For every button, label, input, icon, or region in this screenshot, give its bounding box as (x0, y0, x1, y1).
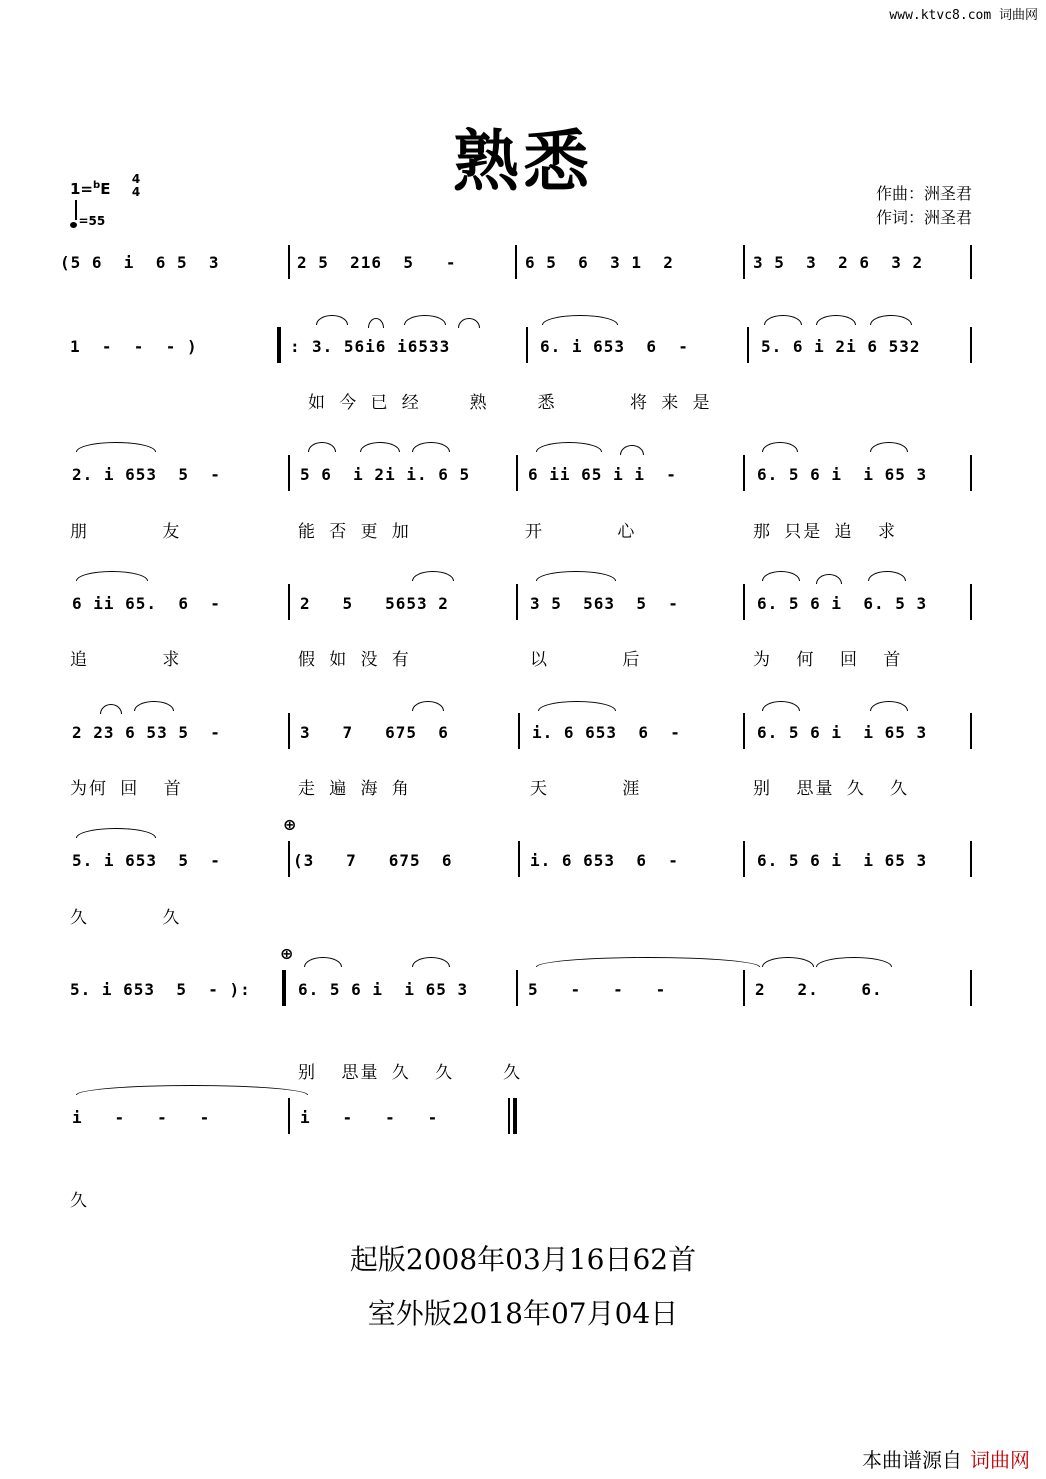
lyrics-line: 如 今 已 经 熟 悉 将 来 是 (308, 393, 712, 413)
lyrics-segment: 朋 友 (70, 522, 182, 542)
time-signature: 4 4 (131, 172, 141, 199)
measure: 6. 5 6 i i 65 3 (757, 851, 928, 870)
composer: 作曲：洲圣君 (875, 184, 972, 203)
measure: 1 - - - ) (70, 337, 198, 356)
lyrics-segment: 天 涯 (530, 779, 642, 799)
footer-line-1: 起版2008年03月16日62首 (349, 1243, 697, 1276)
measure: 2 23 6 53 5 - (72, 723, 221, 742)
measure: 6. 5 6 i i 65 3 (298, 980, 469, 999)
coda-icon: ⊕ (283, 815, 297, 834)
measure: i. 6 653 6 - (530, 851, 679, 870)
measure: 3. 56i6 i6533 (312, 337, 451, 356)
measure: 2 5 216 5 - (297, 253, 457, 272)
measure: 6. 5 6 i 6. 5 3 (757, 594, 928, 613)
measure: 5. 6 i 2i 6 532 (761, 337, 921, 356)
measure: 5. i 653 5 - (72, 851, 221, 870)
measure: 3 7 675 6 (300, 723, 449, 742)
measure: 3 5 563 5 - (530, 594, 679, 613)
measure: 6 5 6 3 1 2 (525, 253, 674, 272)
credits (876, 182, 972, 230)
measure: 2 5 5653 2 (300, 594, 449, 613)
lyrics-segment: 追 求 (70, 650, 182, 670)
measure: 5 - - - (528, 980, 667, 999)
measure: 6 ii 65. 6 - (72, 594, 221, 613)
brand-logo: 词曲网 (970, 1448, 1030, 1472)
lyrics-segment: 假 如 没 有 (298, 650, 411, 670)
lyricist: 作词：洲圣君 (875, 208, 972, 227)
lyrics-segment: 别 思量 久 久 (753, 779, 910, 799)
header-url: www.ktvc8.com 词曲网 (889, 8, 1038, 23)
song-title: 熟悉 (453, 122, 593, 200)
lyrics-segment: 那 只是 追 求 (753, 522, 897, 542)
lyrics-segment: 为 何 回 首 (753, 650, 903, 670)
measure: 6. 5 6 i i 65 3 (757, 465, 928, 484)
lyrics-segment: 久 久 (70, 908, 182, 928)
lyrics-segment: 以 后 (530, 650, 642, 670)
quarter-note-icon (70, 222, 77, 228)
measure: 2. i 653 5 - (72, 465, 221, 484)
lyrics-segment: 走 遍 海 角 (298, 779, 411, 799)
footer-line-2: 室外版2018年07月04日 (367, 1297, 679, 1330)
measure: 3 5 3 2 6 3 2 (753, 253, 924, 272)
measure: (5 6 i 6 5 3 (60, 253, 220, 272)
measure: i. 6 653 6 - (532, 723, 681, 742)
tempo-marking: =55 (70, 205, 105, 228)
measure: 5 6 i 2i i. 6 5 (300, 465, 471, 484)
measure: i - - - (300, 1108, 439, 1127)
measure: 6. 5 6 i i 65 3 (757, 723, 928, 742)
lyrics-line: 别 思量 久 久 久 (298, 1063, 523, 1083)
measure: 6 ii 65 i i - (528, 465, 677, 484)
measure: 5. i 653 5 - ): (70, 980, 251, 999)
measure: (3 7 675 6 (293, 851, 453, 870)
coda-icon: ⊕ (280, 944, 294, 963)
measure: i - - - (72, 1108, 211, 1127)
key-signature: 1=$^b$E (70, 180, 111, 198)
measure: 6. i 653 6 - (540, 337, 689, 356)
source-credit: 本曲谱源自 词曲网 (862, 1448, 1030, 1472)
lyrics-segment: 能 否 更 加 (298, 522, 411, 542)
lyrics-line: 久 (70, 1191, 89, 1211)
lyrics-segment: 开 心 (525, 522, 637, 542)
lyrics-segment: 为何 回 首 (70, 779, 183, 799)
measure: 2 2. 6. (755, 980, 883, 999)
